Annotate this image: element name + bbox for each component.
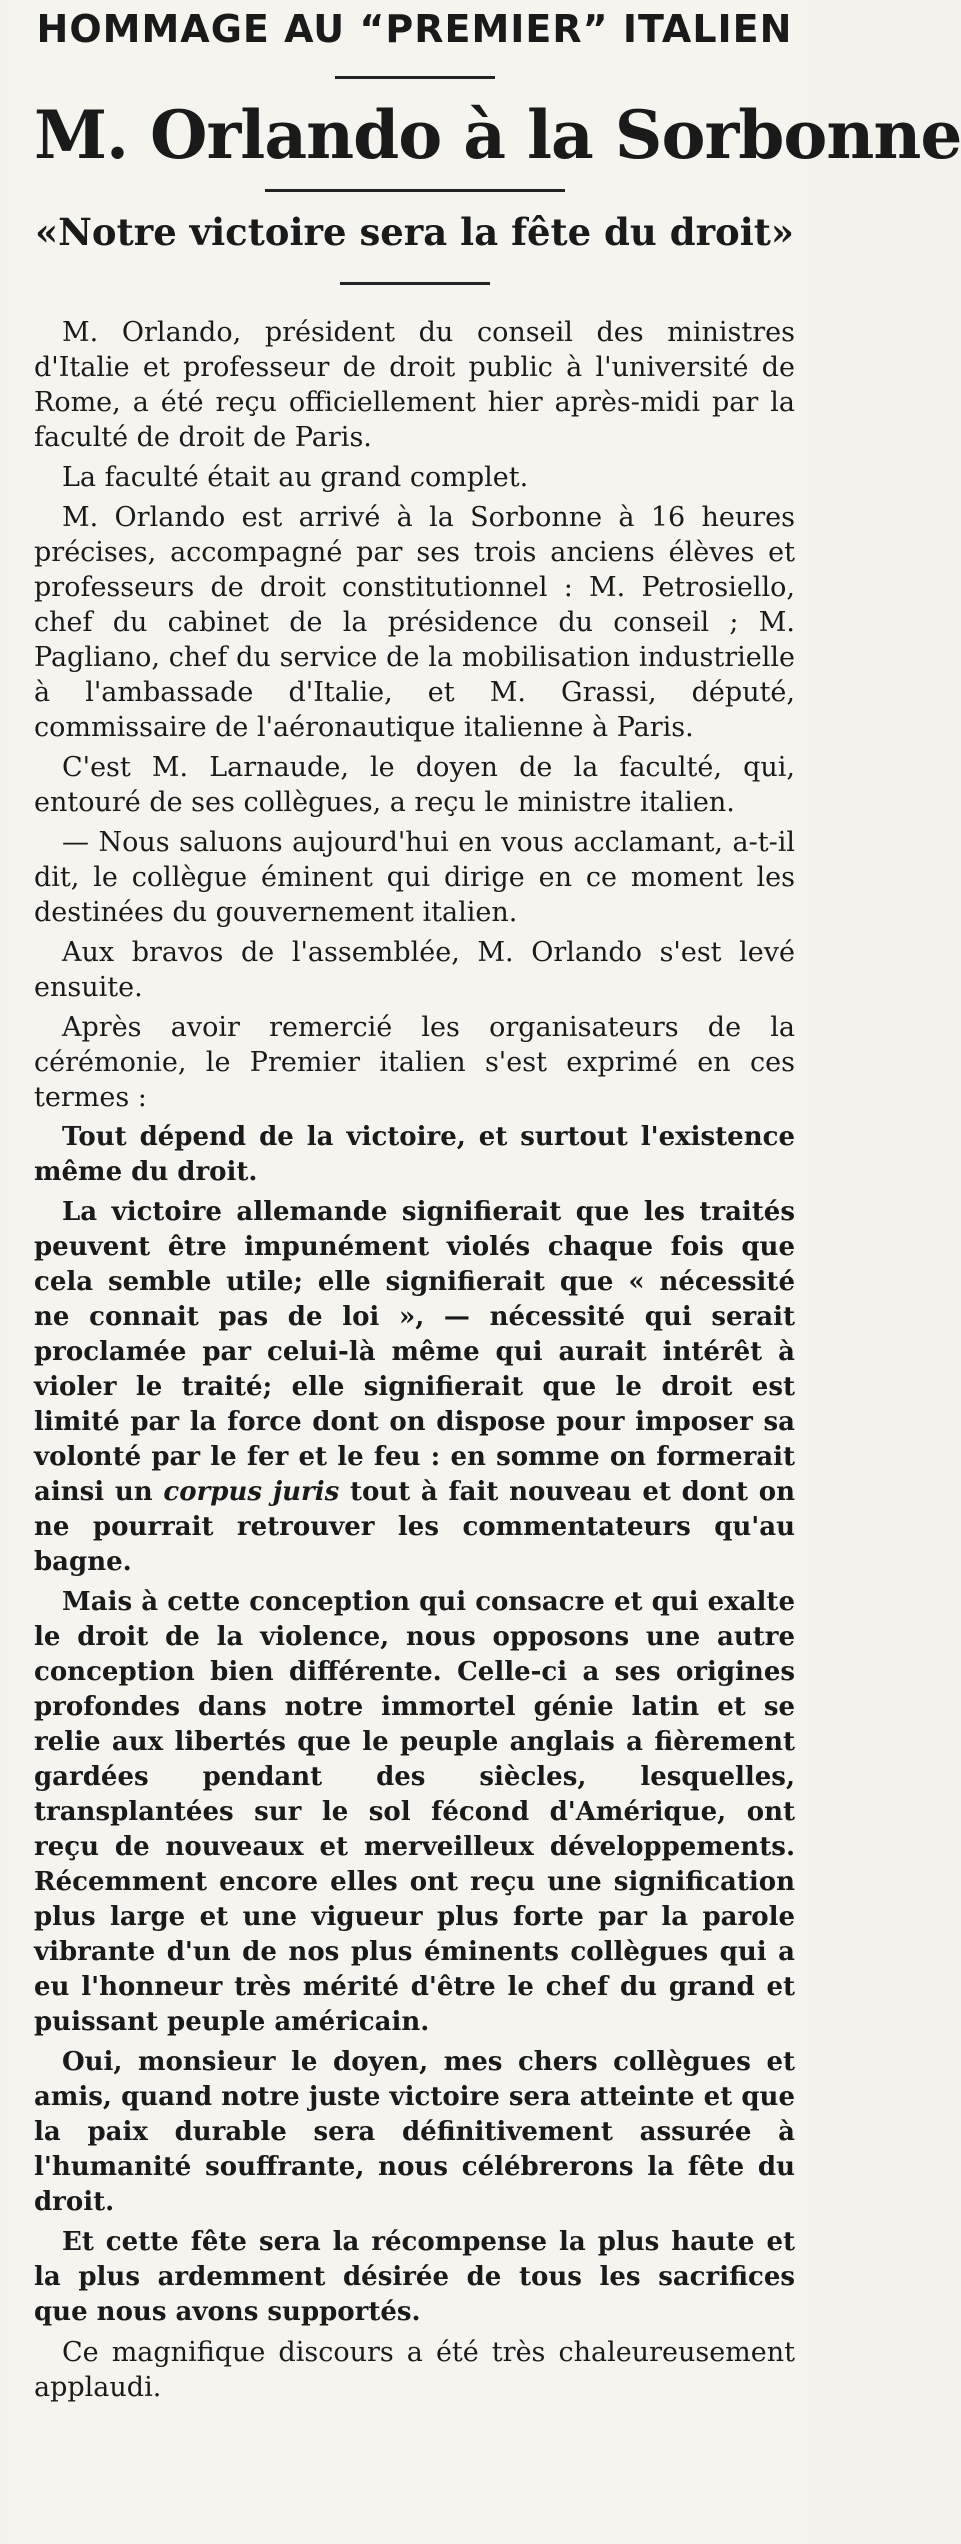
article-body: [34, 315, 795, 2405]
newspaper-clipping: [8, 0, 961, 2544]
speech-text: tout à fait nouveau et dont on ne pourrait retrouver les commentateurs qu'au bagne.: [34, 1477, 796, 1577]
speech-paragraph: Mais à cette conception qui consacre et qui exalte le droit de la violence, nous opposons une autre conception bien différente. Celle-ci a ses origines profondes dans notre immortel génie latin et se relie aux libertés que le peuple anglais a fièrement gardées pendant des siècles, lesquelles, transplantées sur le sol fécond d'Amérique, ont reçu de nouveaux et merveilleux développements. Récemment encore elles ont reçu une signification plus large et une vigueur plus forte par la parole vibrante d'un de nos plus éminents collègues qui a eu l'honneur très mérité d'être le chef du grand et puissant peuple américain.: [34, 1587, 795, 2037]
kicker: HOMMAGE AU “PREMIER” ITALIEN: [36, 7, 793, 51]
divider-rule: [335, 76, 495, 79]
paragraph: M. Orlando, président du conseil des ministres d'Italie et professeur de droit public à l'université de Rome, a été reçu officiellement hier après-midi par la faculté de droit de Paris.: [34, 317, 795, 453]
headline: M. Orlando à la Sorbonne: [34, 96, 961, 174]
divider-rule: [340, 282, 490, 285]
speech-paragraph: Oui, monsieur le doyen, mes chers collègues et amis, quand notre juste victoire sera atteinte et que la paix durable sera définitivement assurée à l'humanité souffrante, nous célébrerons la fête du droit.: [34, 2047, 795, 2217]
paragraph: Après avoir remercié les organisateurs de la cérémonie, le Premier italien s'est exprimé en ces termes :: [34, 1012, 795, 1113]
paragraph: La faculté était au grand complet.: [62, 462, 529, 493]
paragraph: M. Orlando est arrivé à la Sorbonne à 16 heures précises, accompagné par ses trois anciens élèves et professeurs de droit constitutionnel : M. Petrosiello, chef du cabinet de la présidence du conseil ; M. Pagliano, chef du service de la mobilisation industrielle à l'ambassade d'Italie, et M. Grassi, député, commissaire de l'aéronautique italienne à Paris.: [34, 502, 795, 743]
divider-rule: [265, 189, 565, 192]
speech-paragraph: Tout dépend de la victoire, et surtout l'existence même du droit.: [34, 1122, 795, 1187]
paragraph: — Nous saluons aujourd'hui en vous acclamant, a-t-il dit, le collègue éminent qui dirige en ce moment les destinées du gouvernement italien.: [34, 827, 795, 928]
speech-paragraph: Et cette fête sera la récompense la plus haute et la plus ardemment désirée de tous les sacrifices que nous avons supportés.: [34, 2227, 795, 2327]
paragraph: Ce magnifique discours a été très chaleureusement applaudi.: [34, 2337, 795, 2403]
subheadline: «Notre victoire sera la fête du droit»: [34, 210, 795, 254]
latin-term: corpus juris: [163, 1477, 340, 1507]
paragraph: C'est M. Larnaude, le doyen de la faculté, qui, entouré de ses collègues, a reçu le ministre italien.: [34, 752, 795, 818]
speech-text: La victoire allemande signifierait que les traités peuvent être impunément violés chaque fois que cela semble utile; elle signifierait que « nécessité ne connait pas de loi », — nécessité qui serait proclamée par celui-là même qui aurait intérêt à violer le traité; elle signifierait que le droit est limité par la force dont on dispose pour imposer sa volonté par le fer et le feu : en somme on formerait ainsi un: [34, 1197, 795, 1507]
paragraph: Aux bravos de l'assemblée, M. Orlando s'est levé ensuite.: [34, 937, 795, 1003]
speech-paragraph: [34, 1195, 795, 1580]
